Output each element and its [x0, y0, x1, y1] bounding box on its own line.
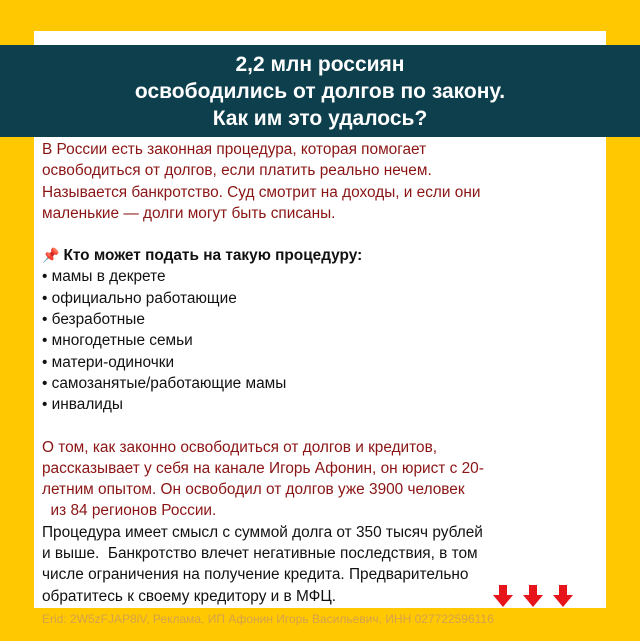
intro-line: В России есть законная процедура, которая помогает	[42, 141, 427, 158]
eligibility-item: • безработные	[42, 309, 602, 330]
eligibility-item: • самозанятые/работающие мамы	[42, 373, 602, 394]
procedure-line: обратитесь к своему кредитору и в МФЦ.	[42, 587, 336, 605]
title-line: освободились от долгов по закону.	[134, 80, 506, 103]
eligibility-item: • многодетные семьи	[42, 330, 602, 351]
intro-paragraph	[42, 139, 602, 224]
spacer	[42, 224, 602, 245]
intro-line: маленькие — долги могут быть списаны.	[42, 204, 336, 222]
down-arrows	[492, 585, 574, 607]
procedure-line: и выше. Банкротство влечет негативные последствия, в том	[42, 545, 478, 563]
procedure-line: Процедура имеет смысл с суммой долга от 350 тысяч рублей	[42, 523, 483, 541]
lawyer-line: из 84 регионов России.	[42, 502, 217, 520]
title-banner	[0, 45, 640, 137]
lawyer-line: летним опытом. Он освободил от долгов уже 3900 человек	[42, 481, 465, 499]
lawyer-line: О том, как законно освободиться от долгов и кредитов,	[42, 438, 438, 456]
procedure-line: числе ограничения на получение кредита. Предварительно	[42, 566, 469, 584]
pushpin-icon: 📌	[42, 247, 60, 264]
ad-disclaimer: Erid: 2W5zFJAP8iV, Реклама, ИП Афонин Игорь Васильевич, ИНН 027722596116	[42, 612, 494, 626]
eligibility-item: • мамы в декрете	[42, 266, 602, 287]
post-body	[42, 139, 602, 607]
down-arrow-icon	[492, 585, 514, 607]
lawyer-paragraph	[42, 437, 602, 522]
down-arrow-icon	[552, 585, 574, 607]
title-line: Как им это удалось?	[212, 107, 428, 130]
eligibility-item: • матери-одиночки	[42, 352, 602, 373]
intro-line: Называется банкротство. Суд смотрит на доходы, и если они	[42, 183, 481, 201]
eligibility-section	[42, 245, 602, 415]
intro-line: освободиться от долгов, если платить реально нечем.	[42, 162, 432, 180]
down-arrow-icon	[522, 585, 544, 607]
eligibility-item: • официально работающие	[42, 288, 602, 309]
lawyer-line: рассказывает у себя на канале Игорь Афонин, он юрист с 20-	[42, 459, 484, 477]
title-line: 2,2 млн россиян	[235, 53, 405, 76]
eligibility-item: • инвалиды	[42, 394, 602, 415]
eligibility-heading	[42, 245, 602, 266]
spacer	[42, 416, 602, 437]
eligibility-heading-text: Кто может подать на такую процедуру:	[63, 247, 363, 265]
